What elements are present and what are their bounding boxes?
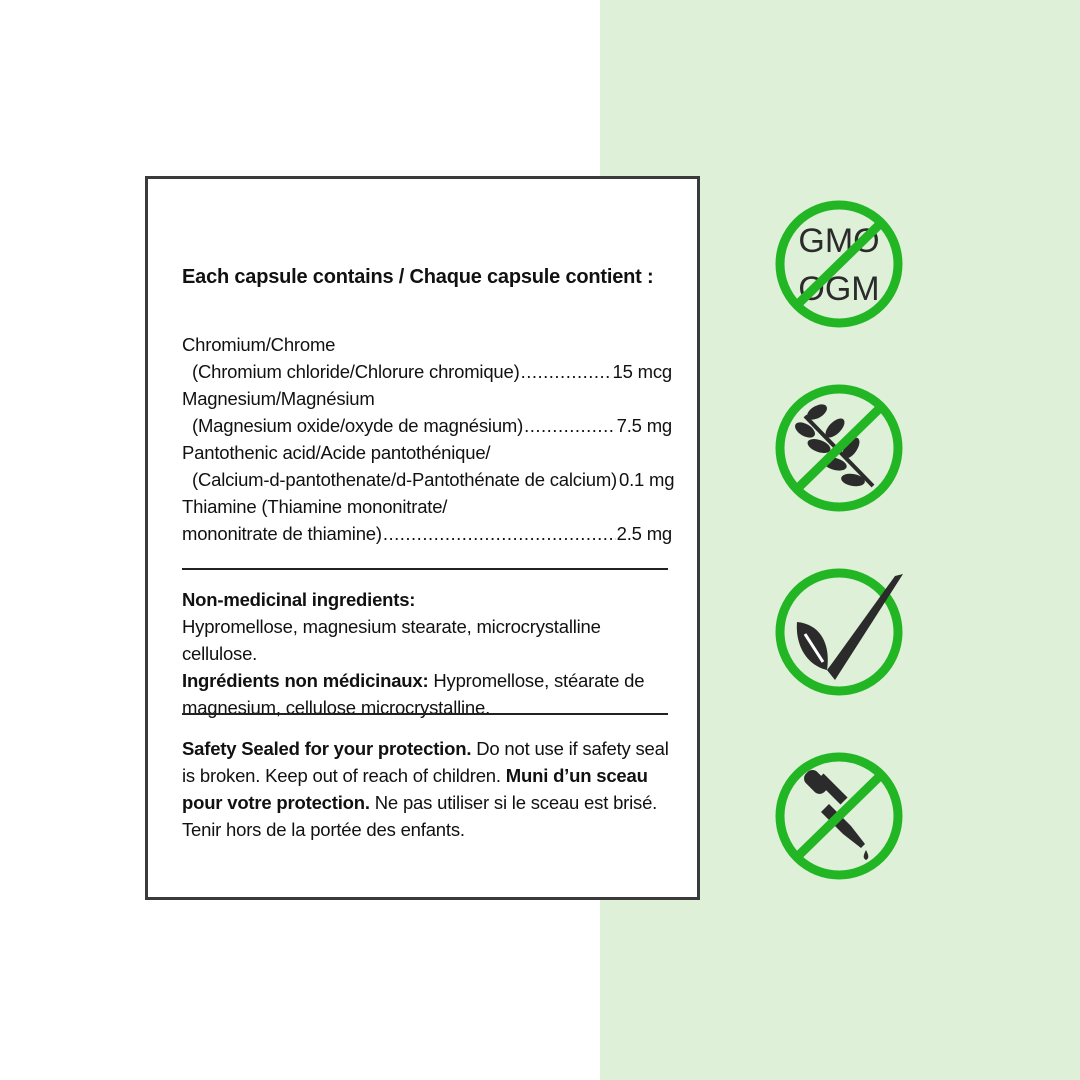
- ingredient-line: Chromium/Chrome: [182, 334, 336, 355]
- safety-text: Safety Sealed for your protection. Do not use if safety seal is broken. Keep out of reach of children. Muni d’un sceau pour votre protection. Ne pas utiliser si le sceau est brisé. Tenir hors de la portée des enfants.: [182, 738, 669, 840]
- ingredient-amount: 7.5 mg: [616, 415, 672, 436]
- vegan-leaf-check-icon: [769, 562, 909, 702]
- gmo-text: GMO: [798, 222, 880, 260]
- non-medicinal-section: [182, 586, 672, 721]
- ingredient-line: Pantothenic acid/Acide pantothénique/: [182, 442, 491, 463]
- no-artificial-additives-icon: [769, 746, 909, 886]
- ingredient-amount: 0.1 mg: [619, 469, 675, 490]
- ingredient-line: (Calcium-d-pantothenate/d-Pantothénate de calcium) 0.1 mg: [182, 466, 672, 493]
- supplement-facts-label: [145, 176, 700, 900]
- wheat-icon: [792, 401, 873, 488]
- ingredient-amount: 2.5 mg: [616, 523, 672, 544]
- gluten-free-icon: [769, 378, 909, 518]
- ingredient-amount: 15 mcg: [612, 361, 672, 382]
- ingredient-line: mononitrate de thiamine) ..... 2.5 mg: [182, 520, 672, 547]
- section-divider: [182, 568, 668, 570]
- section-divider: [182, 713, 668, 715]
- ingredient-line: Magnesium/Magnésium: [182, 388, 375, 409]
- non-medicinal-text: Hypromellose, magnesium stearate, microcrystalline cellulose.: [182, 616, 601, 664]
- ogm-text: OGM: [798, 270, 880, 308]
- ingredient-line: Thiamine (Thiamine mononitrate/: [182, 496, 448, 517]
- ingredient-line: (Magnesium oxide/oxyde de magnésium) ..... 7.5 mg: [182, 412, 672, 439]
- ingredient-list: [182, 331, 675, 547]
- non-medicinal-fr: Ingrédients non médicinaux: Hypromellose, stéarate de magnesium, cellulose microcrystalline.: [182, 670, 645, 718]
- no-gmo-icon: [769, 194, 909, 334]
- non-medicinal-heading: Non-medicinal ingredients:: [182, 589, 416, 610]
- capsule-contents-heading: Each capsule contains / Chaque capsule contient :: [182, 266, 654, 288]
- safety-section: [182, 735, 672, 843]
- ingredient-line: (Chromium chloride/Chlorure chromique) ..... 15 mcg: [182, 358, 672, 385]
